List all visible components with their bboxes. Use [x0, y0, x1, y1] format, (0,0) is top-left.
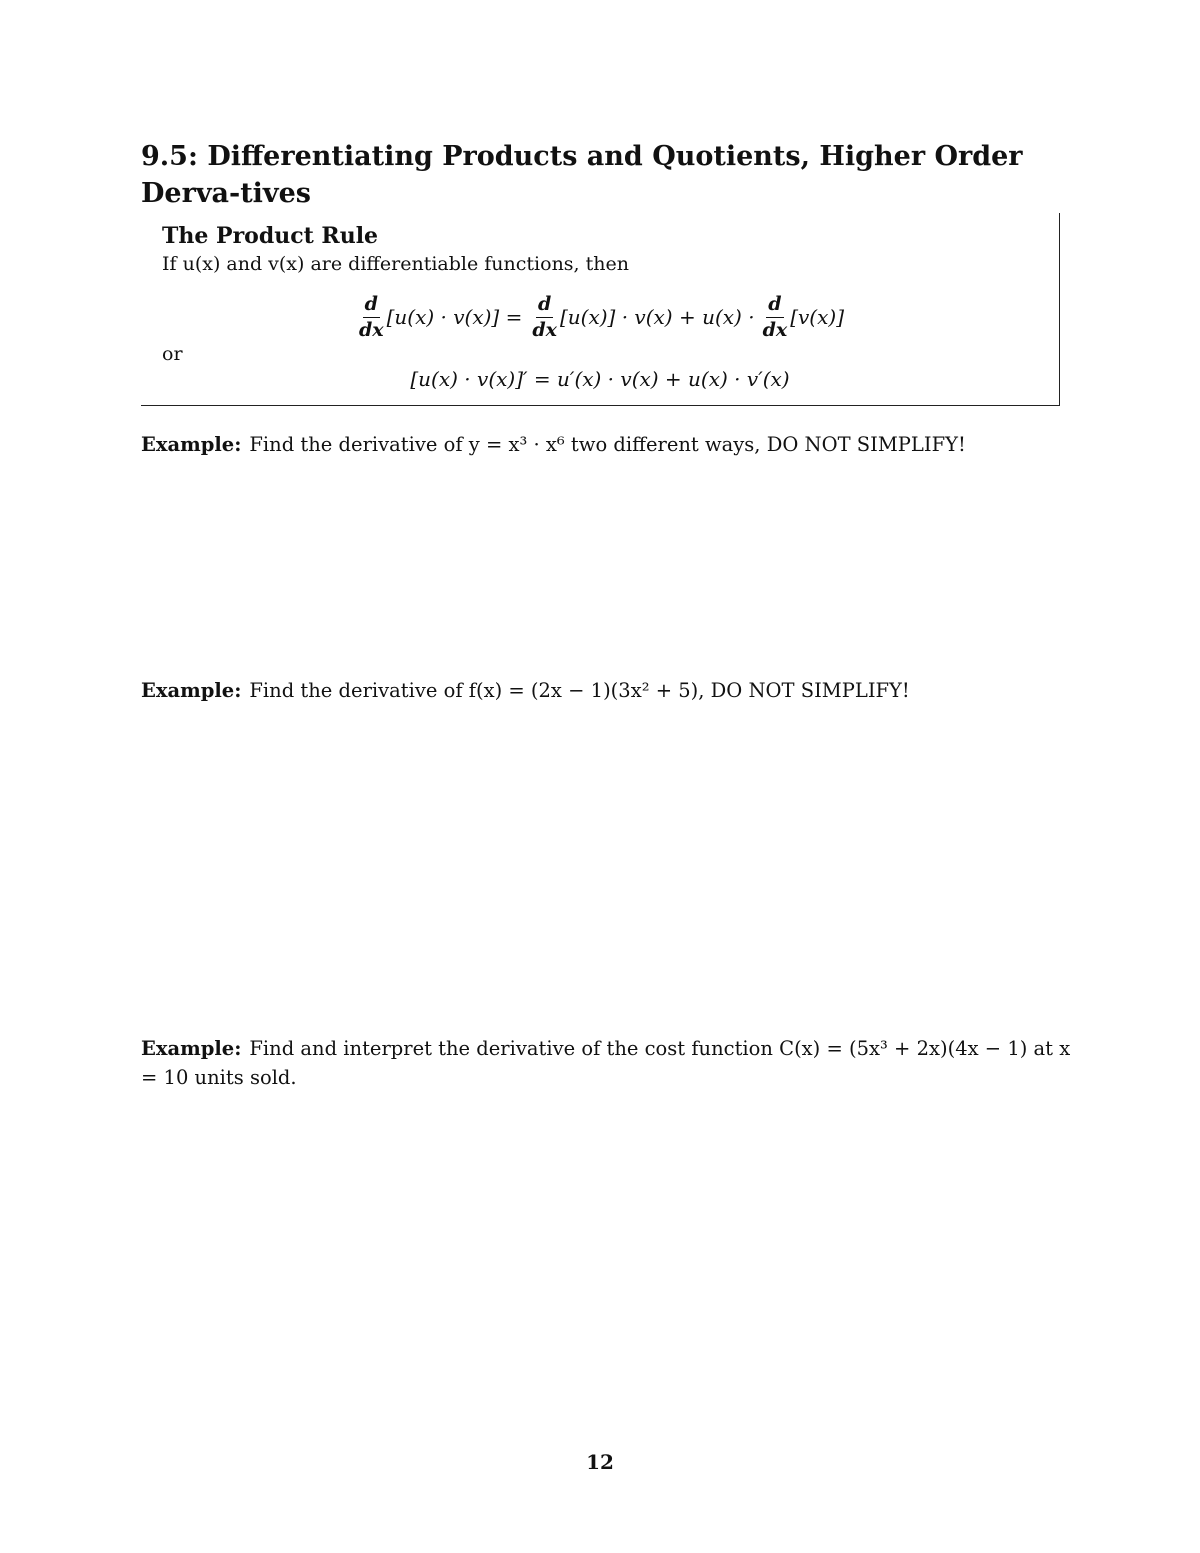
example-2 — [141, 676, 1071, 705]
product-rule-box — [141, 213, 1060, 406]
fraction-numerator: d — [363, 295, 380, 318]
example-label: Example: — [141, 433, 242, 456]
equation-lhs: [u(x) · v(x)] = — [386, 305, 523, 329]
rule-heading: The Product Rule — [162, 223, 379, 249]
fraction-d-dx — [357, 292, 386, 341]
fraction-d-dx — [530, 292, 559, 341]
example-label: Example: — [141, 1037, 242, 1060]
example-label: Example: — [141, 679, 242, 702]
rule-intro: If u(x) and v(x) are differentiable functions, then — [162, 253, 629, 275]
fraction-denominator: dx — [358, 318, 384, 341]
equation-term-2: [v(x)] — [790, 305, 844, 329]
fraction-denominator: dx — [762, 318, 788, 341]
fraction-numerator: d — [766, 295, 783, 318]
example-3 — [141, 1034, 1071, 1092]
or-label: or — [162, 343, 183, 365]
example-text: Find the derivative of f(x) = (2x − 1)(3x² + 5), DO NOT SIMPLIFY! — [249, 679, 910, 702]
section-title: 9.5: Differentiating Products and Quotients, Higher Order Derva-tives — [141, 141, 1023, 209]
fraction-denominator: dx — [532, 318, 557, 341]
example-1 — [141, 430, 1071, 459]
product-rule-equation-leibniz — [141, 287, 1059, 347]
fraction-numerator: d — [536, 295, 553, 318]
equation-term-1: [u(x)] · v(x) + u(x) · — [559, 305, 755, 329]
fraction-d-dx — [761, 292, 790, 341]
example-text: Find and interpret the derivative of the cost function C(x) = (5x³ + 2x)(4x − 1) at x = 10 units sold. — [141, 1037, 1071, 1089]
page-number: 12 — [586, 1450, 614, 1474]
example-text: Find the derivative of y = x³ · x⁶ two different ways, DO NOT SIMPLIFY! — [249, 433, 966, 456]
product-rule-equation-prime: [u(x) · v(x)]′ = u′(x) · v(x) + u(x) · v′(x) — [410, 367, 790, 391]
